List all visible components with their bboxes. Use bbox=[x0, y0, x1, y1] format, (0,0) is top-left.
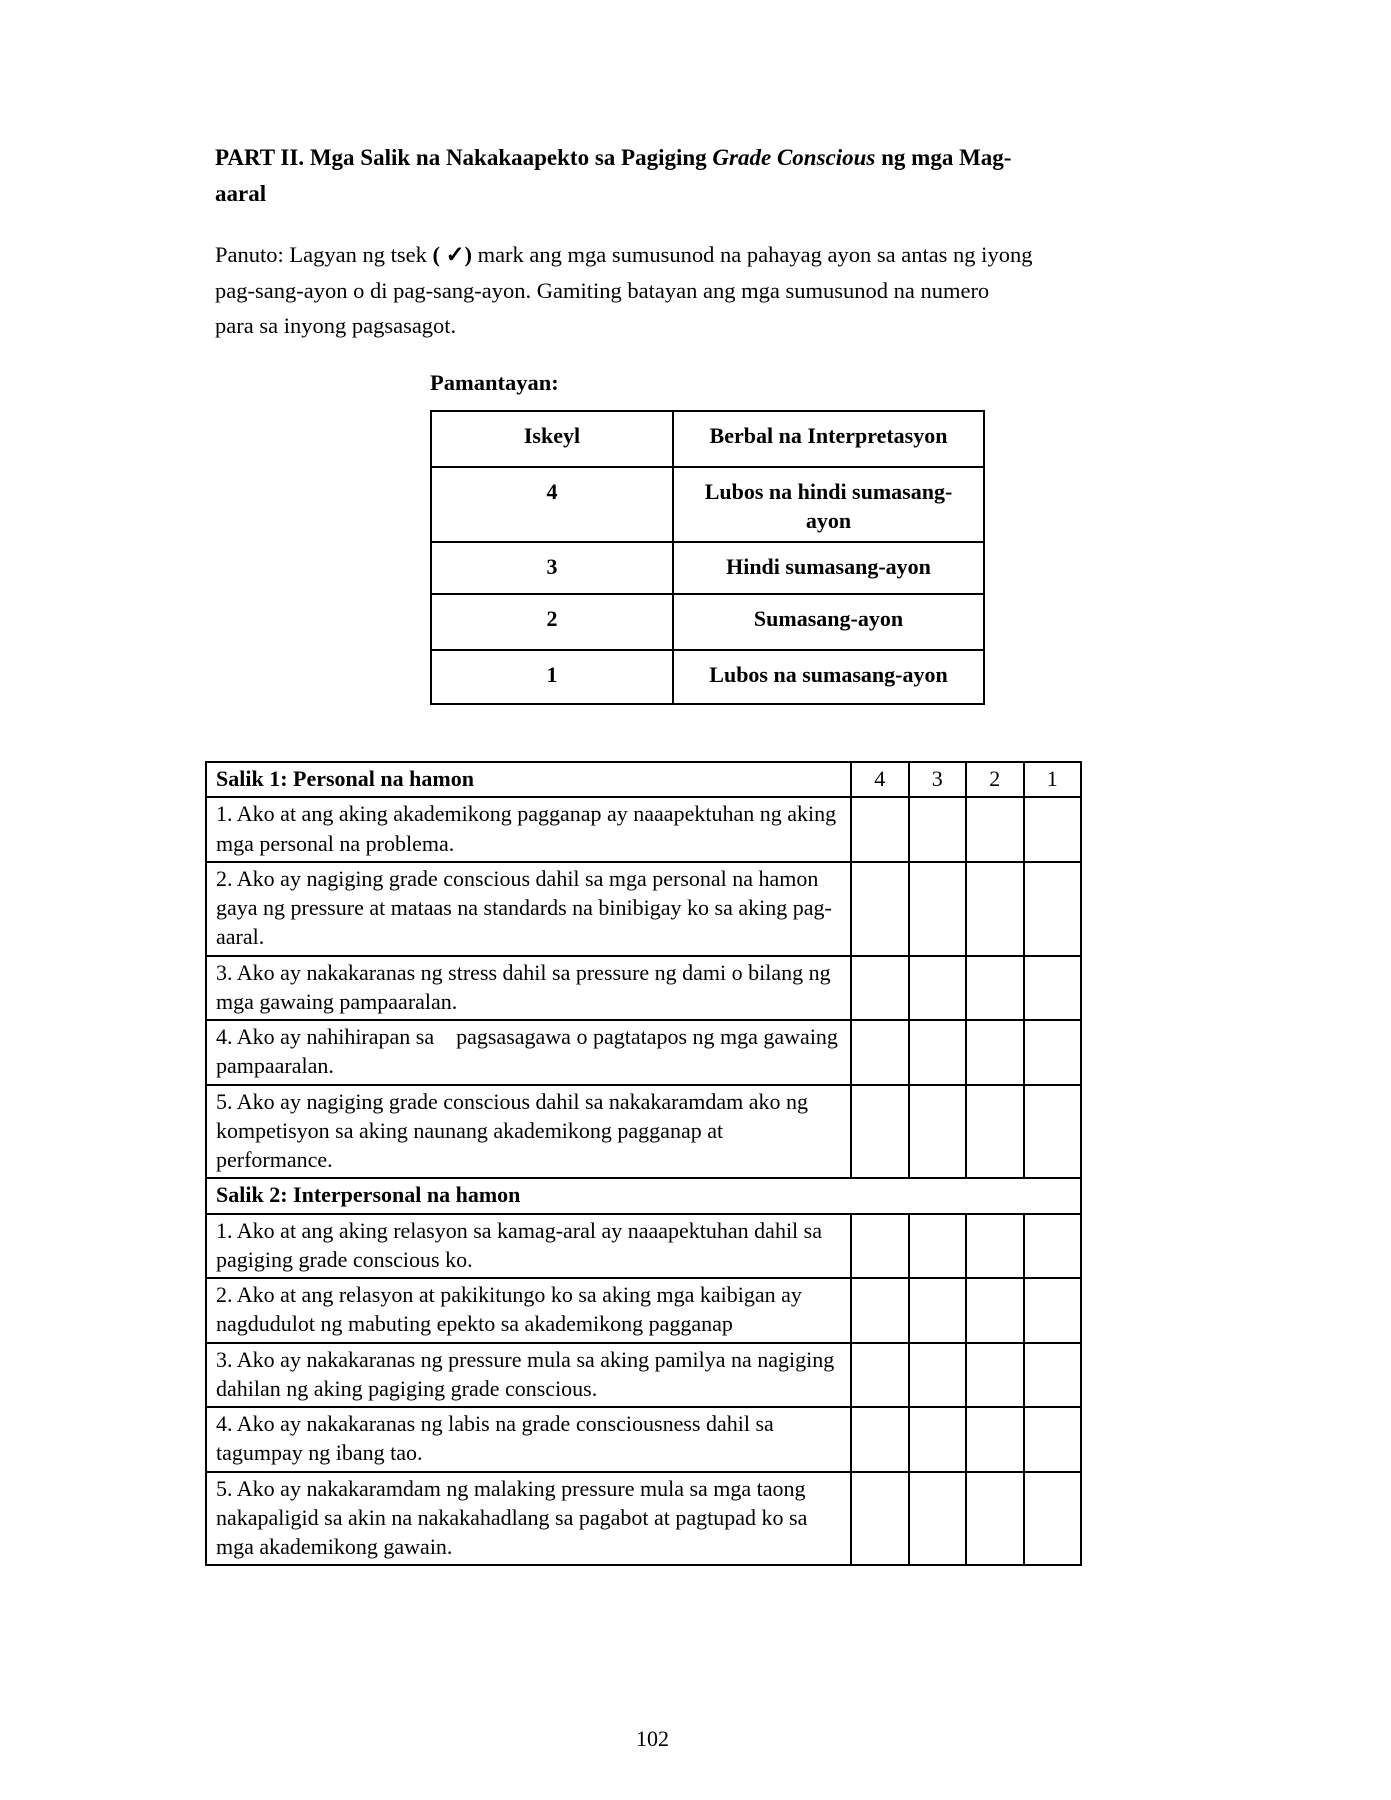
title-part2: ng mga Mag-aaral bbox=[215, 145, 1012, 206]
scale-row-4 bbox=[431, 467, 984, 542]
rating-cell bbox=[1024, 1343, 1082, 1408]
rating-header-4: 4 bbox=[851, 762, 909, 797]
scale-interpretation: Lubos na sumasang-ayon bbox=[673, 650, 984, 704]
survey-table bbox=[205, 761, 1082, 1566]
rating-cell bbox=[966, 797, 1024, 862]
survey-row bbox=[206, 1214, 1081, 1279]
rating-cell bbox=[1024, 862, 1082, 956]
rating-cell bbox=[851, 1278, 909, 1343]
rating-cell bbox=[1024, 1278, 1082, 1343]
checkmark-notation: ( ✓) bbox=[432, 242, 472, 268]
scale-value: 1 bbox=[431, 650, 673, 704]
page-number: 102 bbox=[636, 1726, 669, 1751]
rating-cell bbox=[1024, 1407, 1082, 1472]
rating-cell bbox=[909, 797, 967, 862]
rating-cell bbox=[851, 1214, 909, 1279]
survey-row bbox=[206, 1085, 1081, 1179]
scale-row-2 bbox=[431, 594, 984, 650]
scale-value: 3 bbox=[431, 542, 673, 594]
rating-cell bbox=[1024, 1085, 1082, 1179]
rating-cell bbox=[851, 797, 909, 862]
rating-cell bbox=[909, 1085, 967, 1179]
section2-title: Salik 2: Interpersonal na hamon bbox=[206, 1178, 1081, 1213]
title-italic: Grade Conscious bbox=[712, 145, 876, 170]
interpretation-column-header: Berbal na Interpretasyon bbox=[673, 411, 984, 467]
rating-cell bbox=[966, 1085, 1024, 1179]
scale-interpretation: Sumasang-ayon bbox=[673, 594, 984, 650]
rating-cell bbox=[909, 1472, 967, 1566]
title-part1: PART II. Mga Salik na Nakakaapekto sa Pagiging bbox=[215, 145, 713, 170]
rating-cell bbox=[851, 1343, 909, 1408]
statement-text: 5. Ako ay nakakaramdam ng malaking pressure mula sa mga taong nakapaligid sa akin na nakakahadlang sa pagabot at pagtupad ko sa mga akademikong gawain. bbox=[206, 1472, 851, 1566]
rating-cell bbox=[966, 1214, 1024, 1279]
statement-text: 1. Ako at ang aking akademikong pagganap ay naaapektuhan ng aking mga personal na problema. bbox=[206, 797, 851, 862]
scale-row-1 bbox=[431, 650, 984, 704]
instructions-part1: Panuto: Lagyan ng tsek bbox=[215, 242, 433, 268]
rating-cell bbox=[851, 1472, 909, 1566]
scale-interpretation: Lubos na hindi sumasang-ayon bbox=[673, 467, 984, 542]
scale-section-label: Pamantayan: bbox=[430, 369, 559, 395]
rating-header-1: 1 bbox=[1024, 762, 1082, 797]
section-title bbox=[215, 140, 1060, 211]
rating-cell bbox=[851, 862, 909, 956]
scale-table-header-row bbox=[431, 411, 984, 467]
rating-cell bbox=[966, 1343, 1024, 1408]
rating-cell bbox=[1024, 1214, 1082, 1279]
rating-header-3: 3 bbox=[909, 762, 967, 797]
survey-row bbox=[206, 1278, 1081, 1343]
rating-cell bbox=[1024, 1472, 1082, 1566]
survey-section1-header-row bbox=[206, 762, 1081, 797]
statement-text: 4. Ako ay nakakaranas ng labis na grade consciousness dahil sa tagumpay ng ibang tao. bbox=[206, 1407, 851, 1472]
statement-text: 3. Ako ay nakakaranas ng pressure mula sa aking pamilya na nagiging dahilan ng aking pagiging grade conscious. bbox=[206, 1343, 851, 1408]
rating-cell bbox=[909, 1343, 967, 1408]
rating-cell bbox=[909, 1407, 967, 1472]
survey-row bbox=[206, 1472, 1081, 1566]
rating-cell bbox=[851, 1407, 909, 1472]
rating-cell bbox=[1024, 1020, 1082, 1085]
survey-row bbox=[206, 956, 1081, 1021]
instructions-paragraph bbox=[215, 237, 1033, 344]
rating-cell bbox=[909, 956, 967, 1021]
statement-text: 2. Ako at ang relasyon at pakikitungo ko sa aking mga kaibigan ay nagdudulot ng mabuting epekto sa akademikong pagganap bbox=[206, 1278, 851, 1343]
survey-row bbox=[206, 862, 1081, 956]
statement-text: 4. Ako ay nahihirapan sa pagsasagawa o pagtatapos ng mga gawaing pampaaralan. bbox=[206, 1020, 851, 1085]
rating-cell bbox=[909, 862, 967, 956]
rating-cell bbox=[966, 862, 1024, 956]
survey-row bbox=[206, 1343, 1081, 1408]
rating-cell bbox=[1024, 956, 1082, 1021]
rating-header-2: 2 bbox=[966, 762, 1024, 797]
rating-cell bbox=[909, 1020, 967, 1085]
scale-interpretation: Hindi sumasang-ayon bbox=[673, 542, 984, 594]
scale-value: 2 bbox=[431, 594, 673, 650]
rating-scale-table bbox=[430, 410, 985, 705]
scale-value: 4 bbox=[431, 467, 673, 542]
rating-cell bbox=[909, 1214, 967, 1279]
rating-cell bbox=[966, 1020, 1024, 1085]
survey-section2-header-row bbox=[206, 1178, 1081, 1213]
scale-row-3 bbox=[431, 542, 984, 594]
rating-cell bbox=[851, 1085, 909, 1179]
rating-cell bbox=[966, 1407, 1024, 1472]
rating-cell bbox=[851, 1020, 909, 1085]
rating-cell bbox=[851, 956, 909, 1021]
survey-row bbox=[206, 1407, 1081, 1472]
section1-title: Salik 1: Personal na hamon bbox=[206, 762, 851, 797]
statement-text: 1. Ako at ang aking relasyon sa kamag-aral ay naaapektuhan dahil sa pagiging grade conscious ko. bbox=[206, 1214, 851, 1279]
rating-cell bbox=[966, 956, 1024, 1021]
statement-text: 2. Ako ay nagiging grade conscious dahil sa mga personal na hamon gaya ng pressure at mataas na standards na binibigay ko sa aking pag-aaral. bbox=[206, 862, 851, 956]
page-content bbox=[215, 140, 1090, 1566]
survey-row bbox=[206, 797, 1081, 862]
rating-cell bbox=[966, 1278, 1024, 1343]
rating-cell bbox=[966, 1472, 1024, 1566]
statement-text: 3. Ako ay nakakaranas ng stress dahil sa pressure ng dami o bilang ng mga gawaing pampaaralan. bbox=[206, 956, 851, 1021]
survey-row bbox=[206, 1020, 1081, 1085]
statement-text: 5. Ako ay nagiging grade conscious dahil sa nakakaramdam ako ng kompetisyon sa aking naunang akademikong pagganap at performance. bbox=[206, 1085, 851, 1179]
rating-cell bbox=[1024, 797, 1082, 862]
instructions-part2: mark ang mga sumusunod na pahayag ayon sa antas ng iyong pag-sang-ayon o di pag-sang-ayon. Gamiting batayan ang mga sumusunod na numero para sa inyong pagsasagot. bbox=[215, 242, 1033, 339]
rating-cell bbox=[909, 1278, 967, 1343]
scale-column-header: Iskeyl bbox=[431, 411, 673, 467]
